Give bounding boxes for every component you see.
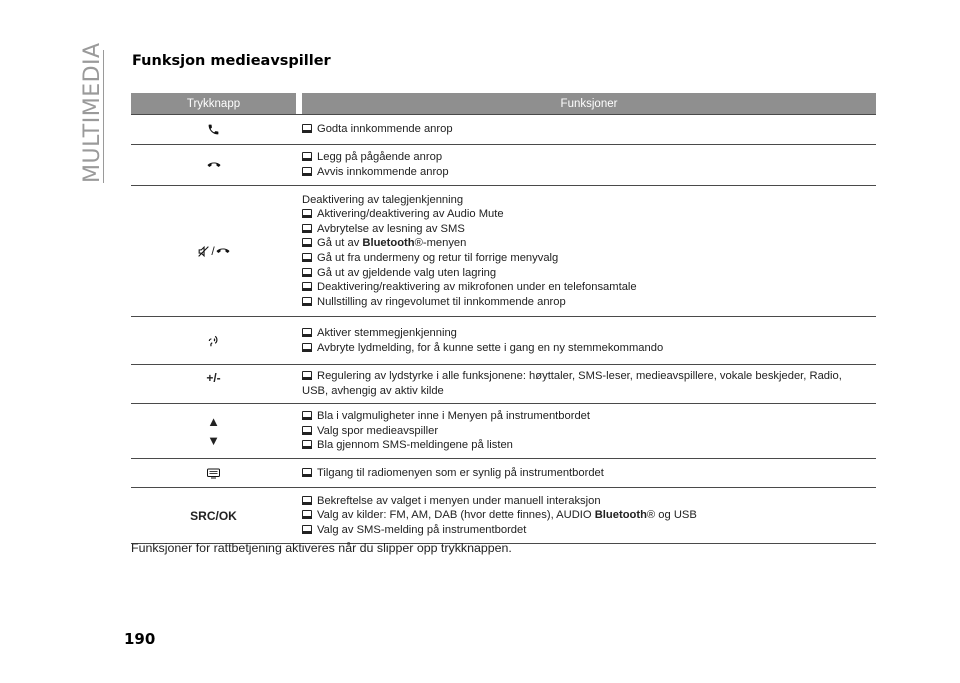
function-item: Valg av kilder: FM, AM, DAB (hvor dette finnes), AUDIO Bluetooth® og USB <box>302 508 876 523</box>
bullet-icon <box>302 440 312 449</box>
function-item: Bla i valgmuligheter inne i Menyen på instrumentbordet <box>302 409 876 424</box>
function-cell <box>302 404 876 458</box>
bullet-icon <box>302 238 312 247</box>
key-cell <box>131 488 296 543</box>
table-row <box>131 115 876 145</box>
table-row <box>131 488 876 544</box>
function-cell <box>302 459 876 487</box>
function-item: Gå ut av gjeldende valg uten lagring <box>302 266 876 281</box>
function-cell <box>302 488 876 543</box>
bullet-icon <box>302 124 312 133</box>
function-item: Bla gjennom SMS-meldingene på listen <box>302 438 876 453</box>
function-item: Tilgang til radiomenyen som er synlig på instrumentbordet <box>302 466 876 481</box>
function-cell <box>302 186 876 316</box>
function-item: Godta innkommende anrop <box>302 122 876 137</box>
bullet-icon <box>302 510 312 519</box>
voice-command-icon <box>207 334 221 348</box>
functions-table <box>131 93 876 544</box>
section-side-title: MULTIMEDIA <box>80 42 105 183</box>
table-row <box>131 365 876 404</box>
function-item: Valg av SMS-melding på instrumentbordet <box>302 523 876 538</box>
table-row <box>131 459 876 488</box>
table-row <box>131 404 876 459</box>
function-item-continued: USB, avhengig av aktiv kilde <box>302 385 444 397</box>
mute-microphone-icon <box>197 245 210 258</box>
bullet-icon <box>302 268 312 277</box>
arrow-down-icon: ▼ <box>207 432 220 448</box>
page-title: Funksjon medieavspiller <box>132 53 331 69</box>
bullet-icon <box>302 297 312 306</box>
function-item: Regulering av lydstyrke i alle funksjonene: høyttaler, SMS-leser, medieavspillere, vokale beskjeder, Radio, <box>302 369 876 384</box>
arrow-up-icon: ▲ <box>207 413 220 429</box>
bullet-icon <box>302 152 312 161</box>
function-item: Avbryte lydmelding, for å kunne sette i gang en ny stemmekommando <box>302 341 876 356</box>
bullet-icon <box>302 209 312 218</box>
key-cell <box>131 145 296 185</box>
key-cell <box>131 317 296 364</box>
phone-hangup-icon <box>207 161 221 169</box>
volume-key-label: +/- <box>206 371 221 385</box>
bullet-icon <box>302 253 312 262</box>
key-cell <box>131 115 296 144</box>
bullet-icon <box>302 224 312 233</box>
function-item: Deaktivering/reaktivering av mikrofonen under en telefonsamtale <box>302 280 876 295</box>
function-intro: Deaktivering av talegjenkjenning <box>302 193 464 206</box>
function-cell <box>302 365 876 403</box>
function-item: Legg på pågående anrop <box>302 150 876 165</box>
page-number: 190 <box>124 630 156 648</box>
function-cell <box>302 115 876 144</box>
phone-answer-icon <box>207 123 220 136</box>
key-cell <box>131 459 296 487</box>
phone-hangup-icon <box>216 247 230 255</box>
bullet-icon <box>302 167 312 176</box>
src-ok-key-label: SRC/OK <box>190 508 237 523</box>
footer-note: Funksjoner for rattbetjening aktiveres når du slipper opp trykknappen. <box>131 541 512 555</box>
table-header <box>131 93 876 114</box>
bullet-icon <box>302 426 312 435</box>
bullet-icon <box>302 343 312 352</box>
bullet-icon <box>302 525 312 534</box>
function-cell <box>302 317 876 364</box>
bullet-icon <box>302 496 312 505</box>
bullet-icon <box>302 468 312 477</box>
key-cell <box>131 186 296 316</box>
table-row <box>131 317 876 365</box>
bullet-icon <box>302 371 312 380</box>
table-row <box>131 186 876 317</box>
function-item: Aktivering/deaktivering av Audio Mute <box>302 207 876 222</box>
key-separator: / <box>211 244 215 258</box>
function-item: Avbrytelse av lesning av SMS <box>302 222 876 237</box>
radio-menu-icon <box>206 467 221 479</box>
header-key: Trykknapp <box>131 93 296 114</box>
function-cell <box>302 145 876 185</box>
function-item: Aktiver stemmegjenkjenning <box>302 326 876 341</box>
function-item: Valg spor medieavspiller <box>302 424 876 439</box>
function-item: Bekreftelse av valget i menyen under manuell interaksjon <box>302 494 876 509</box>
bullet-icon <box>302 411 312 420</box>
function-item: Avvis innkommende anrop <box>302 165 876 180</box>
key-cell <box>131 365 296 403</box>
function-item: Nullstilling av ringevolumet til innkommende anrop <box>302 295 876 310</box>
function-item: Gå ut av Bluetooth®-menyen <box>302 236 876 251</box>
bullet-icon <box>302 282 312 291</box>
header-functions: Funksjoner <box>302 93 876 114</box>
key-cell <box>131 404 296 458</box>
bullet-icon <box>302 328 312 337</box>
table-row <box>131 145 876 186</box>
function-item: Gå ut fra undermeny og retur til forrige menyvalg <box>302 251 876 266</box>
